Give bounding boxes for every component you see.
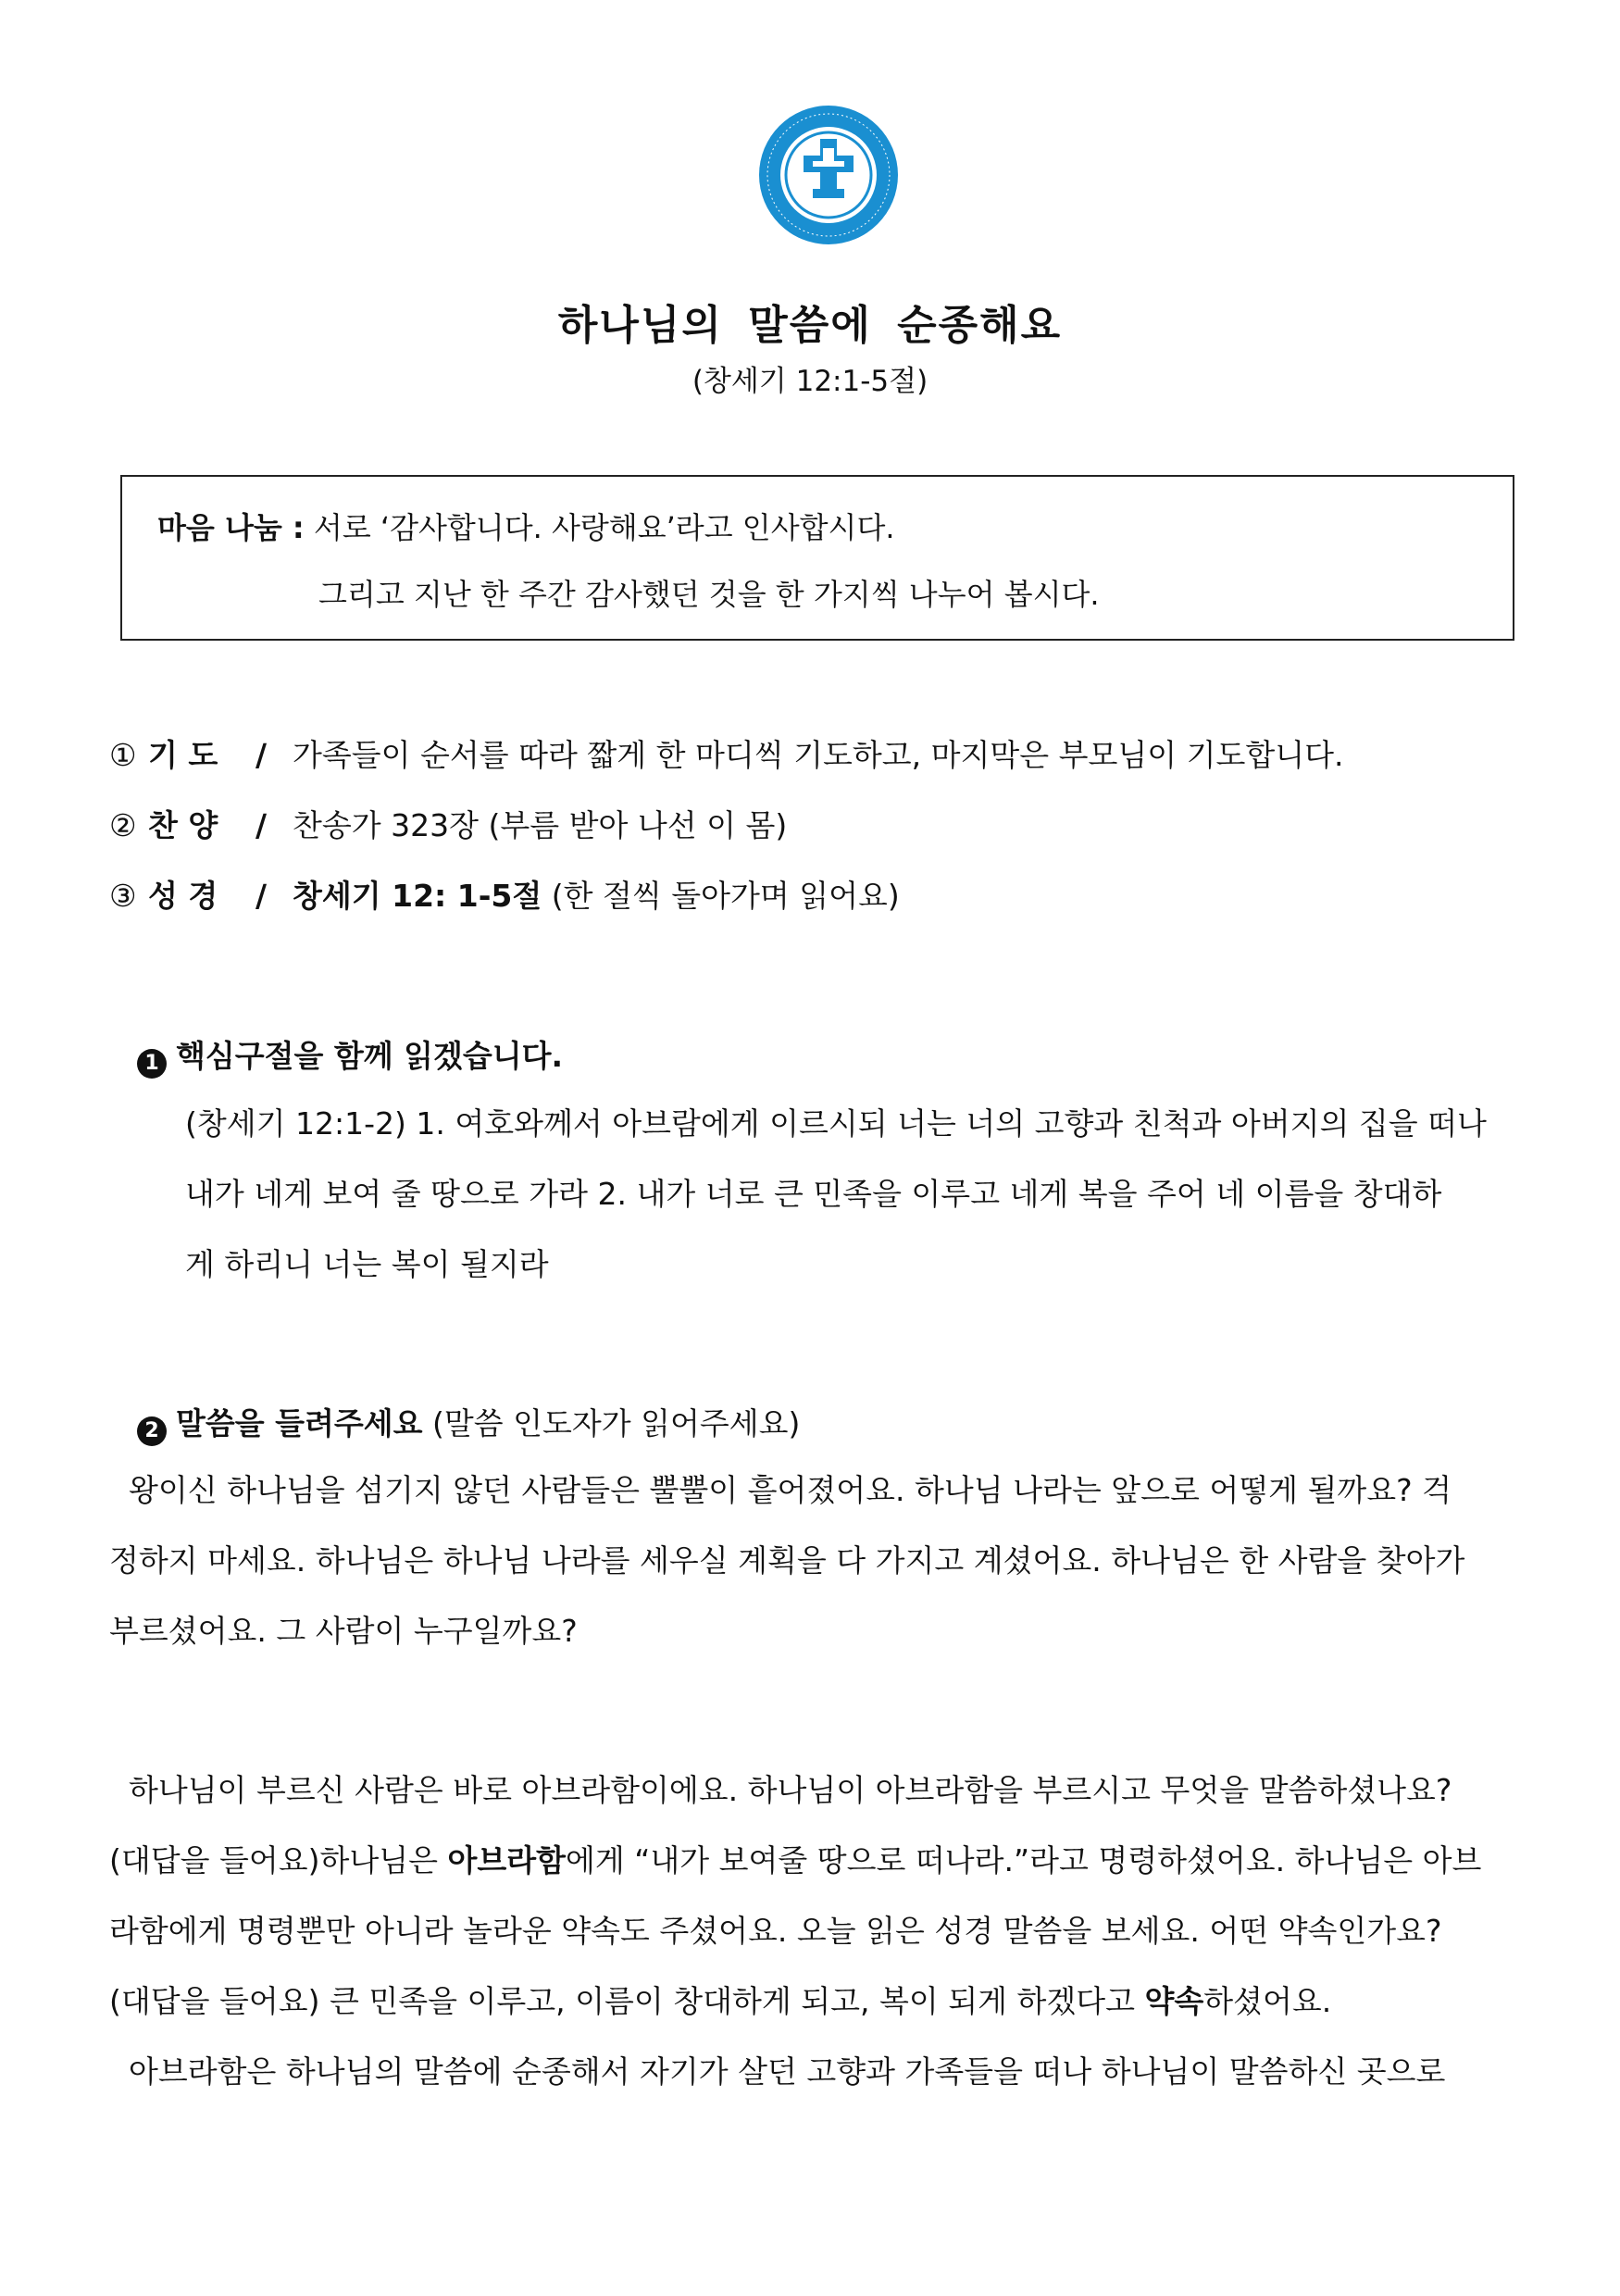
body-p1-line-1: 왕이신 하나님을 섬기지 않던 사람들은 뿔뿔이 흩어졌어요. 하나님 나라는 앞으로 어떻게 될까요? 걱 (109, 1472, 1452, 1508)
body-text: 에게 “내가 보여줄 땅으로 떠나라.”라고 명령하셨어요. 하나님은 아브 (566, 1842, 1482, 1878)
body-bold-promise: 약속 (1144, 1983, 1204, 2019)
sharing-line-1 (157, 505, 895, 547)
order-separator: / (255, 878, 268, 914)
section-2-bullet: 2 (137, 1416, 167, 1446)
section-1-heading (137, 1032, 563, 1079)
body-p2-line-4 (109, 1978, 1331, 2021)
verse-line-3: 게 하리니 너는 복이 될지라 (185, 1246, 549, 1282)
sharing-line-2: 그리고 지난 한 주간 감사했던 것을 한 가지씩 나누어 봅시다. (318, 577, 1100, 612)
order-number: ② (109, 807, 137, 843)
order-item-praise (109, 802, 787, 845)
order-item-prayer (109, 731, 1343, 775)
body-text: (대답을 들어요) 큰 민족을 이루고, 이름이 창대하게 되고, 복이 되게 하겠다고 (109, 1983, 1145, 2019)
order-label: 성 경 (148, 878, 218, 914)
verse-line-1: (창세기 12:1-2) 1. 여호와께서 아브람에게 이르시되 너는 너의 고향과 친척과 아버지의 집을 떠나 (185, 1105, 1487, 1142)
scripture-reference: (창세기 12:1-5절) (692, 365, 928, 398)
section-2-note: (말씀 인도자가 읽어주세요) (422, 1405, 801, 1441)
section-1-bullet: 1 (137, 1049, 167, 1079)
verse-line-2: 내가 네게 보여 줄 땅으로 가라 2. 내가 너로 큰 민족을 이루고 네게 복을 주어 네 이름을 창대하 (185, 1176, 1442, 1212)
page-title: 하나님의 말씀에 순종해요 (557, 302, 1063, 349)
order-label: 기 도 (148, 737, 218, 773)
order-label: 찬 양 (148, 807, 218, 843)
body-bold-abraham: 아브라함 (447, 1842, 567, 1878)
body-p3-line-1: 아브라함은 하나님의 말씀에 순종해서 자기가 살던 고향과 가족들을 떠나 하나님이 말씀하신 곳으로 (109, 2053, 1446, 2090)
order-bold-text: 창세기 12: 1-5절 (293, 878, 542, 914)
body-p2-line-2 (109, 1837, 1481, 1880)
body-p2-line-1: 하나님이 부르신 사람은 바로 아브라함이에요. 하나님이 아브라함을 부르시고 무엇을 말씀하셨나요? (109, 1772, 1452, 1808)
sharing-text-1: 서로 ‘감사합니다. 사랑해요’라고 인사합시다. (304, 510, 895, 545)
order-separator: / (255, 737, 268, 773)
church-logo-icon (757, 104, 900, 246)
section-2-title: 말씀을 들려주세요 (176, 1405, 423, 1441)
section-1-title: 핵심구절을 함께 읽겠습니다. (176, 1038, 564, 1074)
order-text: (한 절씩 돌아가며 읽어요) (542, 878, 900, 914)
body-p1-line-2: 정하지 마세요. 하나님은 하나님 나라를 세우실 계획을 다 가지고 계셨어요. 하나님은 한 사람을 찾아가 (109, 1542, 1465, 1578)
order-text: 가족들이 순서를 따라 짧게 한 마디씩 기도하고, 마지막은 부모님이 기도합니다. (293, 737, 1344, 773)
body-p2-line-3: 라함에게 명령뿐만 아니라 놀라운 약속도 주셨어요. 오늘 읽은 성경 말씀을 보세요. 어떤 약속인가요? (109, 1913, 1442, 1949)
order-number: ① (109, 737, 137, 773)
body-p1-line-3: 부르셨어요. 그 사람이 누구일까요? (109, 1613, 578, 1649)
order-text: 찬송가 323장 (부름 받아 나선 이 몸) (293, 807, 788, 843)
sharing-label: 마음 나눔 : (157, 510, 305, 545)
body-text: (대답을 들어요)하나님은 (109, 1842, 448, 1878)
body-text: 하셨어요. (1203, 1983, 1332, 2019)
order-separator: / (255, 807, 268, 843)
order-item-scripture (109, 872, 900, 916)
order-number: ③ (109, 878, 137, 914)
sharing-box (120, 475, 1514, 641)
section-2-heading (137, 1400, 800, 1446)
